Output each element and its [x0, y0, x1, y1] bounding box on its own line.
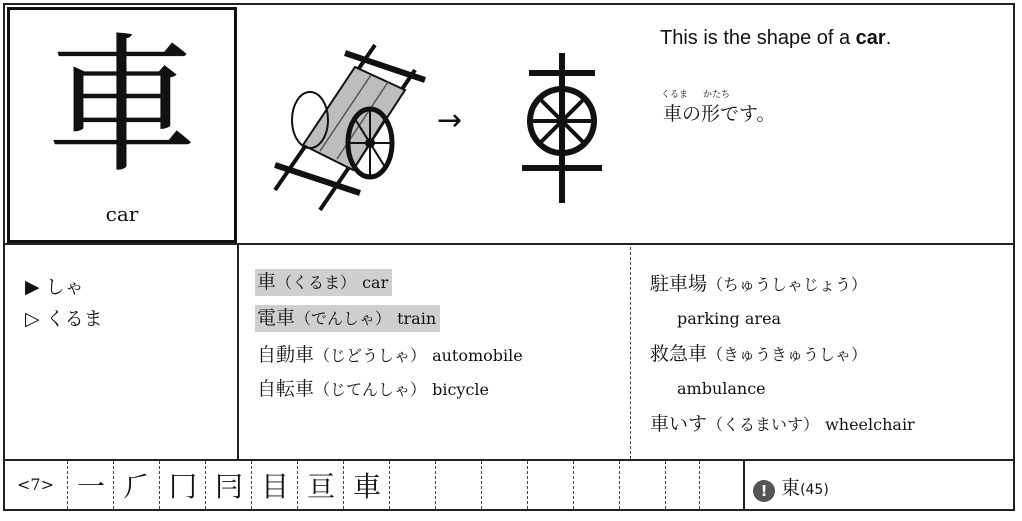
- stroke-divider: [251, 461, 252, 509]
- wheel-kanji-icon: [517, 53, 607, 203]
- reading-onyomi: ▶ しゃ: [25, 276, 84, 298]
- stroke-divider: [389, 461, 390, 509]
- kanji-meaning: car: [105, 202, 139, 226]
- main-kanji: 車: [46, 20, 197, 194]
- vocab-item: 自動車（じどうしゃ） automobile: [257, 344, 523, 366]
- vocab-item: 電車（でんしゃ） train: [255, 303, 440, 330]
- vocab-gloss: parking area: [677, 309, 782, 328]
- stroke-step: ⺁: [122, 470, 151, 503]
- description-japanese: 車の形です。: [663, 103, 776, 125]
- divider-top: [5, 243, 1013, 245]
- vocab-gloss: ambulance: [677, 379, 766, 398]
- vocab-item: 救急車（きゅうきゅうしゃ）: [650, 343, 868, 365]
- related-kanji-reference: ! 東(45): [753, 473, 829, 502]
- stroke-step: 車: [352, 470, 381, 503]
- exclamation-icon: !: [753, 480, 775, 502]
- stroke-divider: [435, 461, 436, 509]
- stroke-divider: [67, 461, 68, 509]
- stroke-step: 一: [76, 470, 105, 503]
- vocab-item: 自転車（じてんしゃ） bicycle: [257, 378, 489, 400]
- furigana-katachi: かたち: [703, 90, 731, 100]
- stroke-divider: [527, 461, 528, 509]
- stroke-divider: [619, 461, 620, 509]
- cart-illustration: [265, 35, 435, 215]
- readings: [25, 271, 103, 335]
- stroke-step: 冃: [214, 470, 243, 503]
- kanji-card: [3, 3, 1015, 511]
- kanji-box: [7, 7, 237, 243]
- stroke-step: 亘: [306, 470, 335, 503]
- vocab-item: 車（くるま） car: [255, 267, 392, 294]
- reading-kunyomi: ▷ くるま: [25, 308, 103, 330]
- stroke-divider: [573, 461, 574, 509]
- stroke-divider: [699, 461, 700, 509]
- reference-divider: [743, 461, 745, 509]
- divider-left: [237, 243, 239, 459]
- furigana-kuruma: くるま: [661, 90, 689, 100]
- stroke-step: 冂: [168, 470, 197, 503]
- divider-vocab: [630, 247, 631, 459]
- vocab-item: 車いす（くるまいす） wheelchair: [650, 413, 915, 435]
- stroke-divider: [297, 461, 298, 509]
- stroke-divider: [665, 461, 666, 509]
- stroke-divider: [481, 461, 482, 509]
- stroke-step: 目: [260, 470, 289, 503]
- arrow: →: [437, 103, 463, 138]
- stroke-order-row: [5, 461, 1013, 509]
- stroke-divider: [113, 461, 114, 509]
- stroke-divider: [343, 461, 344, 509]
- stroke-count: <7>: [17, 475, 54, 494]
- stroke-divider: [205, 461, 206, 509]
- description-english: This is the shape of a car.: [660, 27, 892, 49]
- stroke-divider: [159, 461, 160, 509]
- vocab-item: 駐車場（ちゅうしゃじょう）: [650, 273, 868, 295]
